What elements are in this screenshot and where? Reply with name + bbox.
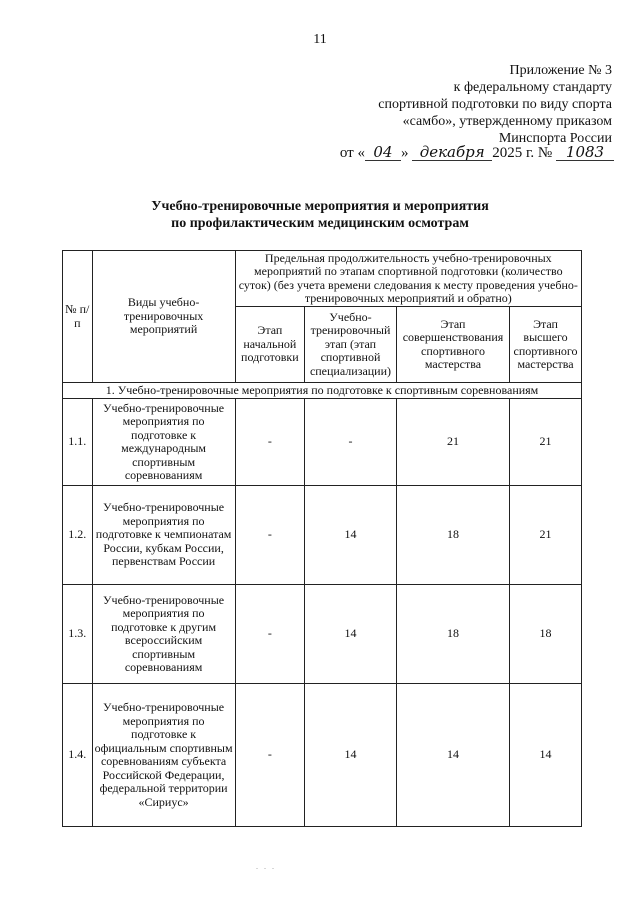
page-number: 11: [313, 32, 327, 47]
header-stage: Этап совершенствования спортивного мастерства: [396, 307, 509, 383]
row-value: -: [235, 684, 304, 827]
order-number: 1083: [556, 144, 614, 161]
order-close-quote: »: [400, 145, 409, 161]
header-duration-group: Предельная продолжительность учебно-тренировочных мероприятий по этапам спортивной подготовки (количество суток) (без учета времени следования к месту проведения учебно-тренировочных мероприятий и обратно): [235, 251, 581, 307]
row-value: -: [235, 585, 304, 684]
title-line-1: Учебно-тренировочные мероприятия и мероприятия: [151, 199, 489, 214]
row-value: 14: [396, 684, 509, 827]
appendix-line: Минспорта России: [498, 131, 612, 146]
row-value: 18: [396, 585, 509, 684]
row-name: Учебно-тренировочные мероприятия по подготовке к другим всероссийским спортивным соревнованиям: [92, 585, 235, 684]
title-line-2: по профилактическим медицинским осмотрам: [171, 216, 469, 231]
row-name: Учебно-тренировочные мероприятия по подготовке к официальным спортивным соревнованиям субъекта Российской Федерации, федеральной территории «Сириус»: [92, 684, 235, 827]
row-value: 14: [305, 585, 397, 684]
appendix-line: Приложение № 3: [509, 63, 612, 78]
order-day: 04: [365, 144, 401, 161]
scan-artifact: . . .: [256, 862, 276, 871]
table-row: [63, 486, 582, 585]
row-value: -: [235, 486, 304, 585]
table-row: [63, 399, 582, 486]
appendix-line: «самбо», утвержденному приказом: [402, 114, 612, 129]
row-num: 1.1.: [63, 399, 93, 486]
row-value: 18: [510, 585, 582, 684]
row-num: 1.4.: [63, 684, 93, 827]
row-value: 14: [305, 684, 397, 827]
row-name: Учебно-тренировочные мероприятия по подготовке к чемпионатам России, кубкам России, первенствам России: [92, 486, 235, 585]
appendix-line: к федеральному стандарту: [453, 80, 612, 95]
row-value: 14: [305, 486, 397, 585]
header-stage: Этап высшего спортивного мастерства: [510, 307, 582, 383]
row-value: 18: [396, 486, 509, 585]
document-title: [0, 198, 640, 232]
section-title: 1. Учебно-тренировочные мероприятия по подготовке к спортивным соревнованиям: [63, 383, 582, 399]
header-stage: Этап начальной подготовки: [235, 307, 304, 383]
table-header-row: [63, 251, 582, 307]
order-reference: [340, 144, 614, 162]
order-year: 2025 г. №: [492, 145, 553, 161]
row-num: 1.2.: [63, 486, 93, 585]
training-events-table: [62, 250, 582, 827]
header-num: № п/п: [63, 251, 93, 383]
appendix-header: [312, 62, 612, 147]
order-prefix: от «: [339, 145, 365, 161]
row-num: 1.3.: [63, 585, 93, 684]
section-row: [63, 383, 582, 399]
header-stage: Учебно-тренировочный этап (этап спортивной специализации): [305, 307, 397, 383]
order-month: декабря: [412, 144, 492, 161]
header-name: Виды учебно-тренировочных мероприятий: [92, 251, 235, 383]
row-value: -: [305, 399, 397, 486]
row-name: Учебно-тренировочные мероприятия по подготовке к международным спортивным соревнованиям: [92, 399, 235, 486]
row-value: 21: [510, 486, 582, 585]
row-value: 21: [510, 399, 582, 486]
row-value: -: [235, 399, 304, 486]
table-row: [63, 585, 582, 684]
row-value: 14: [510, 684, 582, 827]
row-value: 21: [396, 399, 509, 486]
table-row: [63, 684, 582, 827]
appendix-line: спортивной подготовки по виду спорта: [378, 97, 612, 112]
